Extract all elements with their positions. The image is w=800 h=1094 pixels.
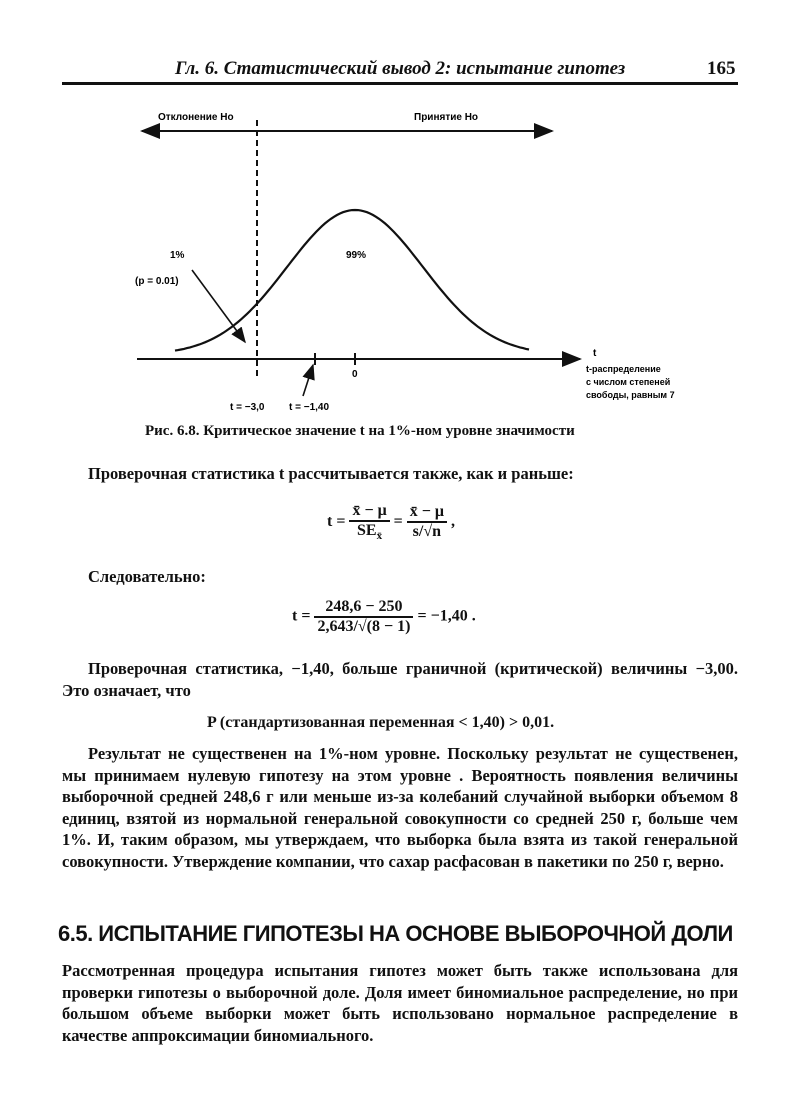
t-distribution-figure [0,0,800,440]
formula-t-computation [292,598,476,636]
formula1-den-a-main: SE [357,522,377,539]
formula2-num: 248,6 − 250 [314,598,413,618]
formula2-rhs: = −1,40 . [417,607,476,625]
formula1-den-a [349,522,389,542]
paragraph-3: Проверочная статистика, −1,40, больше граничной (критической) величины −3,00. Это означает, что [62,659,738,700]
t-axis-label: t [593,348,597,359]
reject-label: Отклонение Ho [158,112,234,123]
t-critical-label: t = −3,0 [230,402,265,413]
zero-tick-label: 0 [352,369,358,380]
probability-statement: P (стандартизованная переменная < 1,40) > 0,01. [207,714,555,731]
dist-label-line2: с числом степеней [586,377,671,387]
figure-caption: Рис. 6.8. Критическое значение t на 1%-ном уровне значимости [145,423,575,439]
ninety-nine-percent-label: 99% [346,250,367,261]
formula1-num-b: x̄ − μ [407,503,447,523]
formula2-lhs: t = [292,607,311,625]
formula2-fraction [314,598,413,636]
dist-label-line3: свободы, равным 7 [586,390,675,400]
paragraph-2: Следовательно: [88,567,206,586]
paragraph-4: Результат не существенен на 1%-ном уровне. Поскольку результат не существенен, мы принимаем нулевую гипотезу на этом уровне . Вероятность появления величины выборочной средней 248,6 г или меньше из-за колебаний случайной выборки объемом 8 единиц, взятой из нормальной генеральной совокупности со средней 250 г, больше чем 1%. И, таким образом, мы утверждаем, что выборка была взята из такой генеральной совокупности. Утверждение компании, что сахар расфасован в пакетики по 250 г, верно. [62,744,738,871]
chapter-title: Гл. 6. Статистический вывод 2: испытание гипотез [175,58,626,79]
dist-label-line1: t-распределение [586,364,661,374]
formula1-den-a-sub: x̄ [376,530,383,543]
formula1-fraction-b [407,503,447,541]
formula-t-definition [327,502,455,542]
p-value-label: (p = 0.01) [135,276,179,287]
t-distribution-curve [175,210,529,351]
formula1-num-a: x̄ − μ [349,502,389,522]
page-number: 165 [707,58,736,79]
formula1-lhs: t = [327,512,346,530]
one-percent-label: 1% [170,250,185,261]
formula1-den-b: s/√n [412,523,442,541]
accept-label: Принятие Ho [414,112,479,123]
formula1-eq: = [393,512,403,530]
formula1-fraction-a [349,502,389,542]
paragraph-5: Рассмотренная процедура испытания гипотез может быть также использована для проверки гипотезы о выборочной доле. Доля имеет биномиальное распределение, но при большом объеме выборки может быть использовано нормальное распределение в качестве аппроксимации биномиального. [62,961,738,1045]
paragraph-1: Проверочная статистика t рассчитывается также, как и раньше: [88,464,574,483]
formula2-den: 2,643/√(8 − 1) [317,618,411,635]
one-percent-pointer [192,270,245,342]
formula1-end: , [450,512,455,530]
t-observed-label: t = −1,40 [289,402,330,413]
observed-t-pointer [303,365,313,396]
section-heading: 6.5. ИСПЫТАНИЕ ГИПОТЕЗЫ НА ОСНОВЕ ВЫБОРОЧНОЙ ДОЛИ [58,921,733,946]
